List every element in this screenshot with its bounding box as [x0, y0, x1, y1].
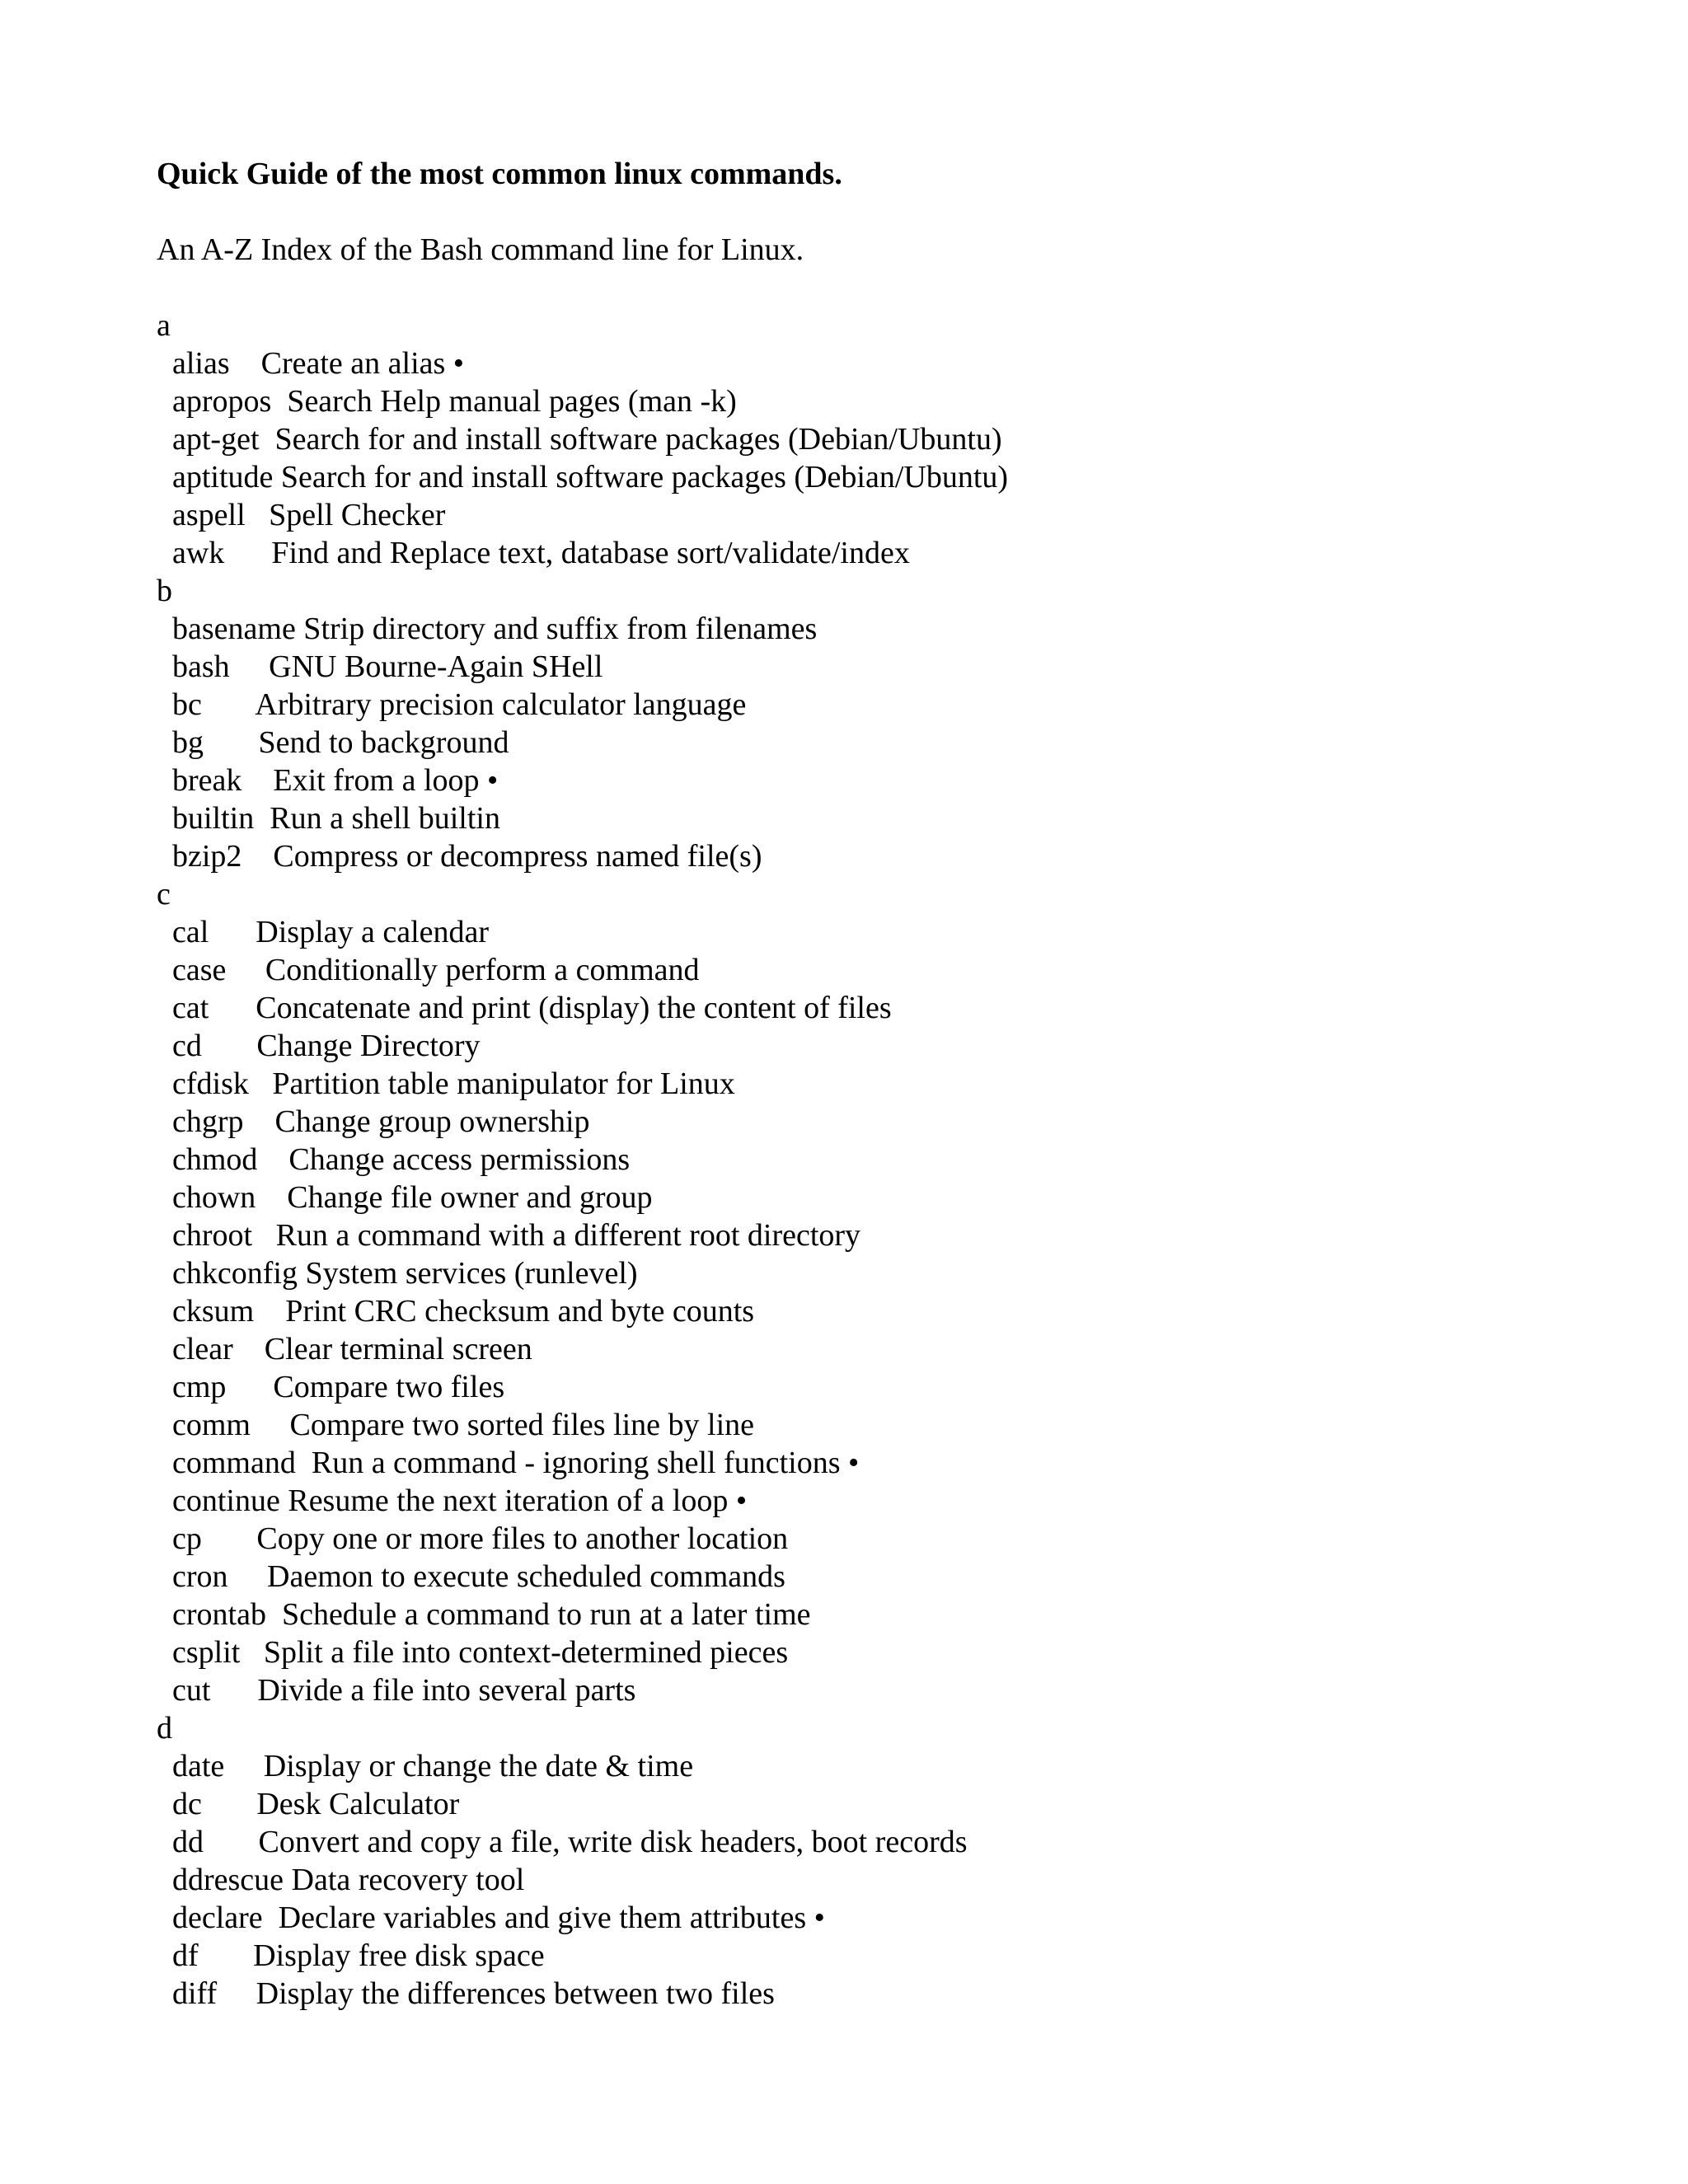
command-entry: comm Compare two sorted files line by line [157, 1408, 755, 1442]
command-entry: bash GNU Bourne-Again SHell [157, 649, 603, 684]
command-entry: aptitude Search for and install software packages (Debian/Ubuntu) [157, 460, 1009, 494]
section-letter-b: b [157, 574, 172, 608]
command-entry: crontab Schedule a command to run at a later time [157, 1597, 811, 1632]
command-entry: dd Convert and copy a file, write disk headers, boot records [157, 1825, 968, 1859]
section-letter-a: a [157, 308, 171, 343]
command-entry: cksum Print CRC checksum and byte counts [157, 1294, 755, 1329]
command-entry: cal Display a calendar [157, 915, 490, 949]
command-entry: command Run a command - ignoring shell functions • [157, 1446, 860, 1480]
command-entry: case Conditionally perform a command [157, 953, 700, 987]
section-letter-d: d [157, 1711, 172, 1746]
document-subtitle: An A-Z Index of the Bash command line for Linux. [157, 232, 804, 267]
section-letter-c: c [157, 877, 171, 912]
command-entry: chroot Run a command with a different root directory [157, 1218, 861, 1253]
command-entry: csplit Split a file into context-determined pieces [157, 1635, 789, 1670]
command-entry: declare Declare variables and give them attributes • [157, 1900, 825, 1935]
command-entry: builtin Run a shell builtin [157, 801, 500, 836]
command-entry: ddrescue Data recovery tool [157, 1863, 525, 1897]
command-entry: aspell Spell Checker [157, 498, 446, 532]
command-entry: chmod Change access permissions [157, 1142, 631, 1177]
command-entry: diff Display the differences between two files [157, 1976, 775, 2011]
command-entry: clear Clear terminal screen [157, 1332, 532, 1366]
command-entry: basename Strip directory and suffix from filenames [157, 612, 818, 646]
command-entry: df Display free disk space [157, 1938, 545, 1973]
command-entry: bc Arbitrary precision calculator language [157, 687, 747, 722]
command-entry: apropos Search Help manual pages (man -k) [157, 384, 737, 419]
command-entry: cron Daemon to execute scheduled commands [157, 1559, 785, 1594]
command-entry: apt-get Search for and install software packages (Debian/Ubuntu) [157, 422, 1002, 457]
command-entry: cmp Compare two files [157, 1370, 505, 1404]
command-entry: cat Concatenate and print (display) the content of files [157, 991, 892, 1025]
command-entry: bg Send to background [157, 725, 509, 760]
command-entry: alias Create an alias • [157, 346, 465, 381]
command-entry: cp Copy one or more files to another location [157, 1521, 789, 1556]
document-title: Quick Guide of the most common linux commands. [157, 157, 842, 191]
command-entry: cfdisk Partition table manipulator for Linux [157, 1066, 735, 1101]
command-entry: awk Find and Replace text, database sort/validate/index [157, 536, 910, 570]
command-entry: break Exit from a loop • [157, 763, 499, 798]
command-entry: chgrp Change group ownership [157, 1104, 590, 1139]
command-entry: date Display or change the date & time [157, 1749, 694, 1783]
command-entry: cut Divide a file into several parts [157, 1673, 636, 1708]
command-entry: bzip2 Compress or decompress named file(s) [157, 839, 762, 874]
command-entry: continue Resume the next iteration of a loop • [157, 1483, 748, 1518]
command-entry: chkconfig System services (runlevel) [157, 1256, 638, 1291]
command-entry: cd Change Directory [157, 1029, 481, 1063]
command-entry: chown Change file owner and group [157, 1180, 653, 1215]
command-index [157, 307, 1558, 2013]
document-page [157, 155, 1558, 2013]
command-entry: dc Desk Calculator [157, 1787, 460, 1821]
